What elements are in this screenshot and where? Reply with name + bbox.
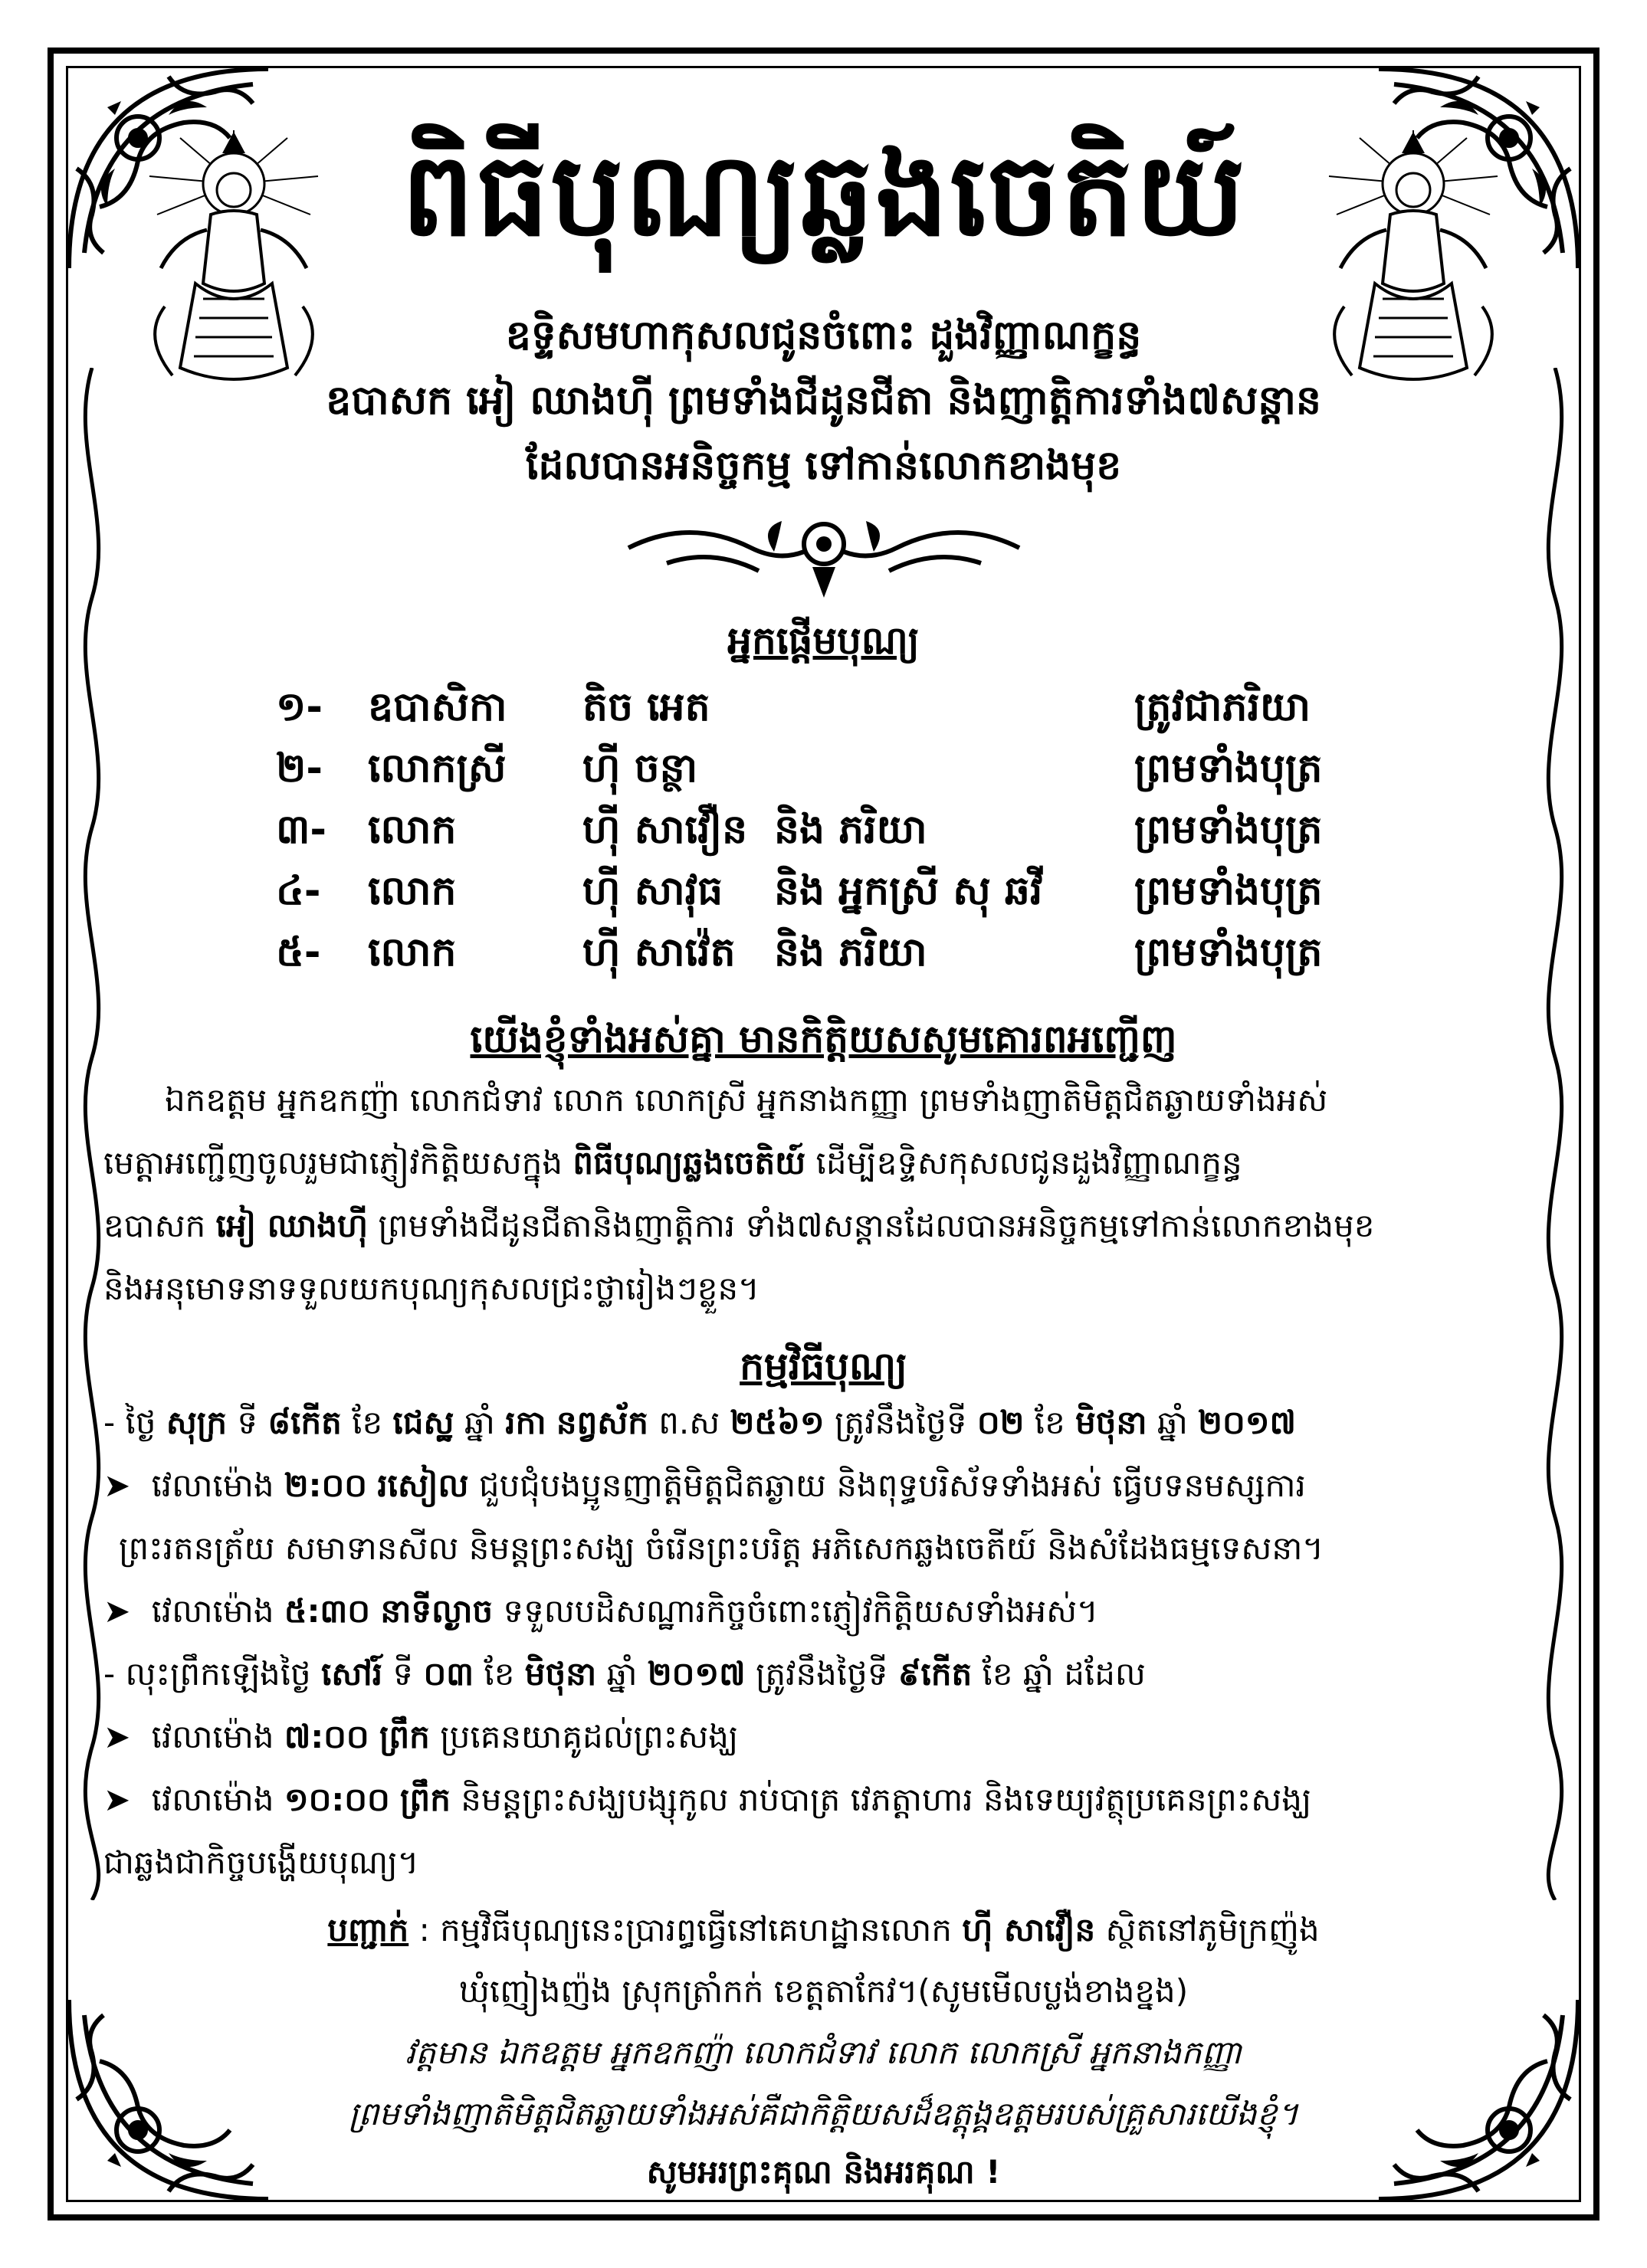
schedule-date: ០២ (976, 1404, 1025, 1441)
schedule-text: ព.ស (658, 1404, 720, 1441)
arrow-right-icon: ➤ (103, 1592, 131, 1630)
schedule-year: ២០១៧ (647, 1655, 746, 1693)
organizer-relation: ព្រមទាំងបុត្រ (1134, 746, 1323, 792)
schedule-lunar-day: ៩កើត (897, 1655, 973, 1693)
organizer-with: និង ភរិយា (774, 807, 927, 853)
schedule-text: ប្រគេនយាគូដល់ព្រះសង្ឃ (440, 1718, 739, 1755)
organizer-number: ៤- (276, 868, 321, 914)
organizer-name: ហ៊ី សាវ៉េត (582, 929, 736, 975)
arrow-right-icon: ➤ (103, 1467, 131, 1504)
organizer-title: លោកស្រី (368, 746, 507, 792)
deceased-name: អៀ ឈាងហ៊ី (215, 1207, 369, 1244)
schedule-item-continued: ជាឆ្លងជាកិច្ចបង្ហើយបុណ្យ។ (103, 1844, 419, 1881)
note-text: : កម្មវិធីបុណ្យនេះប្រារព្ធធ្វើនៅគេហដ្ឋានលោក (418, 1911, 953, 1948)
schedule-text: ខែ (1034, 1404, 1065, 1441)
schedule-item (103, 1779, 1544, 1827)
schedule-text: ទទួលបដិសណ្ឋារកិច្ចចំពោះភ្ញៀវកិត្តិយសទាំងអស់។ (503, 1592, 1098, 1630)
schedule-text: ទី (392, 1655, 414, 1693)
organizers-heading: អ្នកផ្ដើមបុណ្យ (727, 618, 920, 663)
invitation-text: មេត្តាអញ្ជើញចូលរួមជាភ្ញៀវកិត្តិយសក្នុង (103, 1144, 563, 1182)
schedule-item (103, 1465, 1544, 1513)
organizer-number: ២- (276, 746, 323, 792)
note-presence-line: វត្តមាន ឯកឧត្តម អ្នកឧកញ៉ា លោកជំទាវ លោក លោកស្រី អ្នកនាងកញ្ញា (405, 2034, 1242, 2071)
schedule-text: ត្រូវនឹងថ្ងៃទី (755, 1655, 888, 1693)
schedule-item (103, 1716, 1544, 1764)
schedule-text: វេលាម៉ោង (151, 1781, 274, 1818)
schedule-time: ៥:៣០ (284, 1592, 371, 1630)
organizer-relation: ត្រូវជាភរិយា (1134, 684, 1311, 730)
organizer-with: និង ភរិយា (774, 929, 927, 975)
organizer-relation: ព្រមទាំងបុត្រ (1134, 868, 1323, 914)
organizer-with: និង អ្នកស្រី សុ ឆវី (774, 868, 1043, 914)
schedule-time: ១០:០០ (284, 1781, 390, 1818)
invitation-text: ឧបាសក (103, 1207, 206, 1244)
schedule-text: និមន្តព្រះសង្ឃបង្សុកូល រាប់បាត្រ វេភត្តាហារ និងទេយ្យវត្ថុប្រគេនព្រះសង្ឃ (461, 1781, 1312, 1818)
schedule-lunar-month: ជេស្ឋ (392, 1404, 454, 1441)
schedule-date: ០៣ (423, 1655, 474, 1693)
schedule-time-label: រសៀល (377, 1467, 469, 1504)
organizer-relation: ព្រមទាំងបុត្រ (1134, 929, 1323, 975)
organizer-relation: ព្រមទាំងបុត្រ (1134, 807, 1323, 853)
dedication-line: ឧទ្ទិសមហាកុសលជូនចំពោះ ដួងវិញ្ញាណក្ខន្ធ (505, 313, 1142, 359)
schedule-text: ខែ (484, 1655, 515, 1693)
schedule-text: ខែ (352, 1404, 383, 1441)
schedule-time: ២:០០ (284, 1467, 367, 1504)
organizer-name: តិច អេត (582, 684, 710, 730)
schedule-text: ឆ្នាំ (464, 1404, 495, 1441)
thanks-line: សូមអរព្រះគុណ និងអរគុណ ! (646, 2153, 1001, 2191)
organizer-title: លោក (368, 929, 457, 975)
schedule-text: - ថ្ងៃ (103, 1404, 156, 1441)
host-name: ហ៊ី សាវឿន (962, 1911, 1096, 1948)
divider-ornament-icon (621, 510, 1027, 601)
ceremony-name: ពិធីបុណ្យឆ្លងចេតិយ៍ (573, 1144, 806, 1182)
schedule-time: ៧:០០ (284, 1718, 369, 1755)
invitation-text: ព្រមទាំងជីដូនជីតានិងញាត្តិការ ទាំង៧សន្តានដែលបានអនិច្ចកម្មទៅកាន់លោកខាងមុខ (378, 1207, 1375, 1244)
schedule-text: ឆ្នាំ (1157, 1404, 1188, 1441)
organizer-name: ហ៊ី សាវឿន (582, 807, 748, 853)
schedule-day: សុក្រ (166, 1404, 228, 1441)
schedule-buddhist-year: ២៥៦១ (730, 1404, 825, 1441)
schedule-text: ជួបជុំបងប្អូនញាត្តិមិត្តជិតឆ្ងាយ និងពុទ្ធបរិស័ទទាំងអស់ ធ្វើបទនមស្សការ (478, 1467, 1306, 1504)
note-text: ស្ថិតនៅភូមិក្រញ៉ូង (1105, 1911, 1320, 1948)
invitation-line (103, 1195, 1544, 1257)
schedule-time-label: នាទីល្ងាច (380, 1592, 494, 1630)
note-label: បញ្ជាក់ (327, 1911, 409, 1948)
schedule-month: មិថុនា (1075, 1404, 1147, 1441)
schedule-time-label: ព្រឹក (400, 1781, 451, 1818)
note-line (0, 1909, 1647, 1957)
schedule-lunar-day: ៨កើត (267, 1404, 342, 1441)
schedule-date-line (103, 1653, 1544, 1701)
invitation-line (103, 1069, 1544, 1132)
schedule-day: សៅរ៍ (321, 1655, 383, 1693)
schedule-time-label: ព្រឹក (379, 1718, 430, 1755)
schedule-text: វេលាម៉ោង (151, 1592, 274, 1630)
invitation-line (103, 1132, 1544, 1195)
organizer-number: ៥- (276, 929, 321, 975)
schedule-text: វេលាម៉ោង (151, 1718, 274, 1755)
organizer-number: ១- (276, 684, 323, 730)
invitation-text: ឯកឧត្តម អ្នកឧកញ៉ា លោកជំទាវ លោក លោកស្រី អ្នកនាងកញ្ញា ព្រមទាំងញាតិមិត្តជិតឆ្ងាយទាំងអស់ (165, 1081, 1328, 1119)
arrow-right-icon: ➤ (103, 1718, 131, 1755)
schedule-text: វេលាម៉ោង (151, 1467, 274, 1504)
organizer-title: លោក (368, 868, 457, 914)
invitation-text: ដើម្បីឧទ្ទិសកុសលជូនដួងវិញ្ញាណក្ខន្ធ (815, 1144, 1242, 1182)
organizer-title: ឧបាសិកា (368, 684, 507, 730)
dedication-line: ឧបាសក អៀ ឈាងហ៊ី ព្រមទាំងជីដូនជីតា និងញាត្តិការទាំង៧សន្តាន (326, 378, 1321, 424)
schedule-text: - លុះព្រឹកឡើងថ្ងៃ (103, 1655, 311, 1693)
organizer-number: ៣- (276, 807, 327, 853)
schedule-text: ត្រូវនឹងថ្ងៃទី (835, 1404, 967, 1441)
organizer-name: ហ៊ី ចន្ថា (582, 746, 698, 792)
schedule-item (103, 1591, 1544, 1638)
dedication-line: ដែលបានអនិច្ចកម្ម ទៅកាន់លោកខាងមុខ (525, 443, 1122, 489)
schedule-item-continued: ព្រះរតនត្រ័យ សមាទានសីល និមន្តព្រះសង្ឃ ចំរើនព្រះបរិត្ត អភិសេកឆ្លងចេតីយ៍ និងសំដែងធម្មទេសនា។ (119, 1529, 1324, 1567)
arrow-right-icon: ➤ (103, 1781, 131, 1818)
organizer-title: លោក (368, 807, 457, 853)
note-address: ឃុំញៀងញ៉ង ស្រុកត្រាំកក់ ខេត្តតាកែវ។(សូមមើលប្លង់ខាងខ្នង) (458, 1972, 1189, 2010)
invitation-heading: យើងខ្ញុំទាំងអស់គ្នា មានកិត្តិយសសូមគោរពអញ្ជើញ (470, 1017, 1177, 1061)
schedule-text: ខែ ឆ្នាំ ដដែល (982, 1655, 1146, 1693)
schedule-text: ទី (237, 1404, 258, 1441)
program-heading: កម្មវិធីបុណ្យ (740, 1344, 907, 1388)
note-presence-line: ព្រមទាំងញាតិមិត្តជិតឆ្ងាយទាំងអស់គឺជាកិត្តិយសដ៏ឧត្តុង្គឧត្តមរបស់គ្រួសារយើងខ្ញុំ។ (348, 2095, 1299, 2132)
schedule-text: ឆ្នាំ (606, 1655, 638, 1693)
organizer-name: ហ៊ី សាវុធ (582, 868, 723, 914)
invitation-text: និងអនុមោទនាទទួលយកបុណ្យកុសលជ្រះថ្លារៀងៗខ្លួន។ (103, 1270, 760, 1307)
schedule-era: នព្វស័ក (556, 1404, 648, 1441)
invitation-line (103, 1257, 1544, 1320)
page-title: ពិធីបុណ្យឆ្លងចេតិយ៍ (401, 129, 1247, 262)
schedule-year: ២០១៧ (1198, 1404, 1296, 1441)
schedule-date-line (103, 1402, 1544, 1450)
schedule-year-animal: រកា (505, 1404, 546, 1441)
invitation-paragraph (103, 1069, 1544, 1320)
schedule-month: មិថុនា (524, 1655, 597, 1693)
